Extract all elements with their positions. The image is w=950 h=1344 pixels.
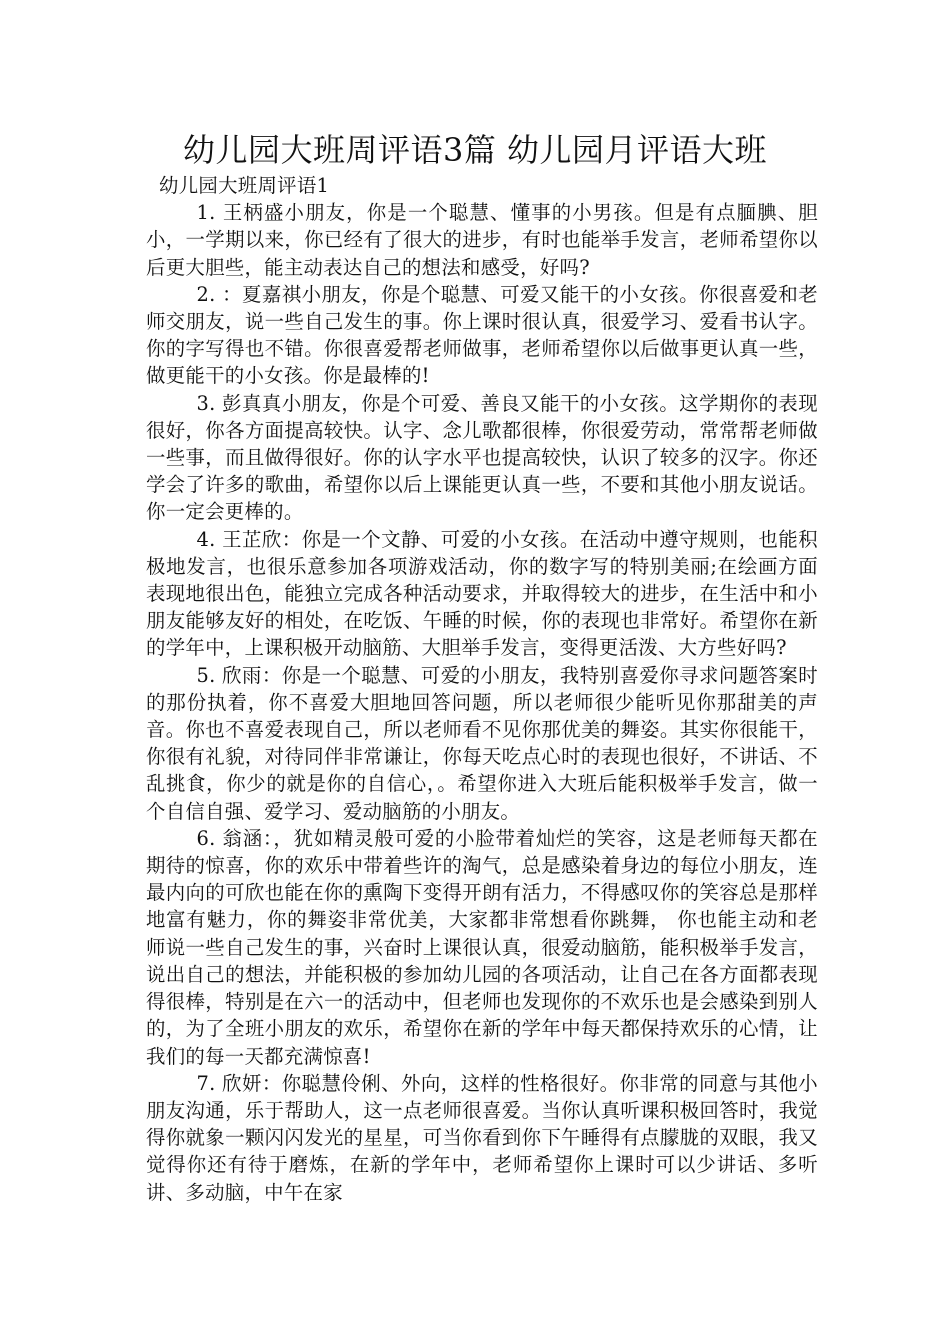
comment-paragraph-2: 2. ：夏嘉祺小朋友，你是个聪慧、可爱又能干的小女孩。你很喜爱和老师交朋友，说一些自己发生的事。你上课时很认真，很爱学习、爱看书认字。你的字写得也不错。你很喜爱帮老师做事，老师希望你以后做事更认真一些，做更能干的小女孩。你是最棒的! [146, 282, 818, 388]
comment-paragraph-3: 3. 彭真真小朋友，你是个可爱、善良又能干的小女孩。这学期你的表现很好，你各方面提高较快。认字、念儿歌都很棒，你很爱劳动，常常帮老师做一些事，而且做得很好。你的认字水平也提高较快，认识了较多的汉字。你还学会了许多的歌曲，希望你以后上课能更认真一些，不要和其他小朋友说话。你一定会更棒的。 [146, 391, 818, 524]
document-body [146, 172, 818, 1206]
comment-paragraph-5: 5. 欣雨：你是一个聪慧、可爱的小朋友，我特别喜爱你寻求问题答案时的那份执着，你不喜爱大胆地回答问题，所以老师很少能听见你那甜美的声音。你也不喜爱表现自己，所以老师看不见你那优美的舞姿。其实你很能干，你很有礼貌，对待同伴非常谦让，你每天吃点心时的表现也很好，不讲话、不乱挑食，你少的就是你的自信心，。希望你进入大班后能积极举手发言，做一个自信自强、爱学习、爱动脑筋的小朋友。 [146, 663, 818, 823]
comment-paragraph-1: 1. 王柄盛小朋友，你是一个聪慧、懂事的小男孩。但是有点腼腆、胆小，一学期以来，你已经有了很大的进步，有时也能举手发言，老师希望你以后更大胆些，能主动表达自己的想法和感受，好吗? [146, 201, 818, 279]
section-heading: 幼儿园大班周评语1 [159, 174, 330, 197]
document-title: 幼儿园大班周评语3篇 幼儿园月评语大班 [182, 131, 768, 169]
comment-paragraph-4: 4. 王芷欣：你是一个文静、可爱的小女孩。在活动中遵守规则，也能积极地发言，也很乐意参加各项游戏活动，你的数字写的特别美丽;在绘画方面表现地很出色，能独立完成各种活动要求，并取得较大的进步，在生活中和小朋友能够友好的相处，在吃饭、午睡的时候，你的表现也非常好。希望你在新的学年中，上课积极开动脑筋、大胆举手发言，变得更活泼、大方些好吗? [146, 527, 818, 660]
comment-paragraph-6: 6. 翁涵：，犹如精灵般可爱的小脸带着灿烂的笑容，这是老师每天都在期待的惊喜，你的欢乐中带着些许的淘气，总是感染着身边的每位小朋友，连最内向的可欣也能在你的熏陶下变得开朗有活力，不得感叹你的笑容总是那样地富有魅力，你的舞姿非常优美，大家都非常想看你跳舞， 你也能主动和老师说一些自己发生的事，兴奋时上课很认真，很爱动脑筋，能积极举手发言，说出自己的想法，并能积极的参加幼儿园的各项活动，让自己在各方面都表现得很棒，特别是在六一的活动中，但老师也发现你的不欢乐也是会感染到别人的，为了全班小朋友的欢乐，希望你在新的学年中每天都保持欢乐的心情，让我们的每一天都充满惊喜! [146, 826, 818, 1068]
comment-paragraph-7: 7. 欣妍：你聪慧伶俐、外向，这样的性格很好。你非常的同意与其他小朋友沟通，乐于帮助人，这一点老师很喜爱。当你认真听课积极回答时，我觉得你就象一颗闪闪发光的星星，可当你看到你下午睡得有点朦胧的双眼，我又觉得你还有待于磨炼，在新的学年中，老师希望你上课时可以少讲话、多听讲、多动脑，中午在家 [146, 1071, 818, 1204]
